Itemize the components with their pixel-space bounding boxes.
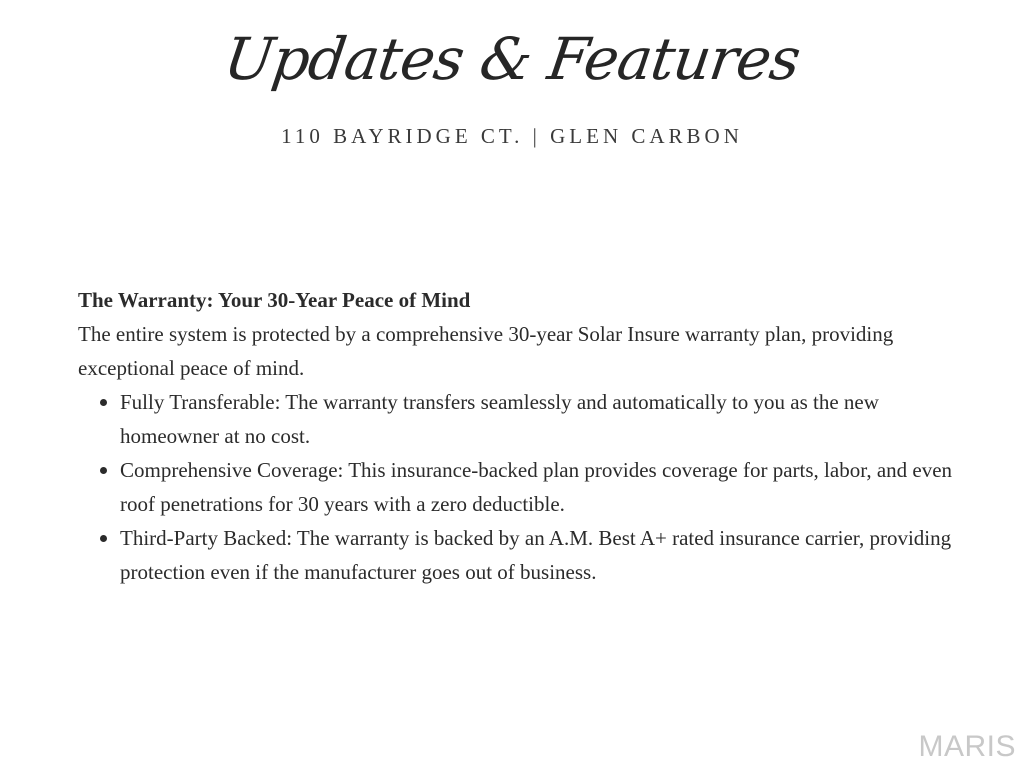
list-item-text: Comprehensive Coverage: This insurance-backed plan provides coverage for parts, labor, and even roof penetrations for 30 years with a zero deductible. xyxy=(120,458,953,516)
bullet-icon xyxy=(100,535,107,542)
bullet-icon xyxy=(100,399,107,406)
warranty-section xyxy=(78,283,958,589)
watermark-logo: MARIS xyxy=(918,730,1016,763)
list-item-text: Third-Party Backed: The warranty is backed by an A.M. Best A+ rated insurance carrier, providing protection even if the manufacturer goes out of business. xyxy=(120,526,952,584)
feature-list xyxy=(78,385,958,589)
list-item xyxy=(120,521,958,589)
intro-paragraph: The entire system is protected by a comprehensive 30-year Solar Insure warranty plan, providing exceptional peace of mind. xyxy=(78,322,894,380)
list-item xyxy=(120,385,958,453)
list-item xyxy=(120,453,958,521)
list-item-text: Fully Transferable: The warranty transfers seamlessly and automatically to you as the new homeowner at no cost. xyxy=(120,390,879,448)
address-subtitle: 110 BAYRIDGE CT. | GLEN CARBON xyxy=(281,124,743,148)
bullet-icon xyxy=(100,467,107,474)
section-heading: The Warranty: Your 30-Year Peace of Mind xyxy=(78,288,471,312)
page-title: Updates & Features xyxy=(220,25,804,93)
